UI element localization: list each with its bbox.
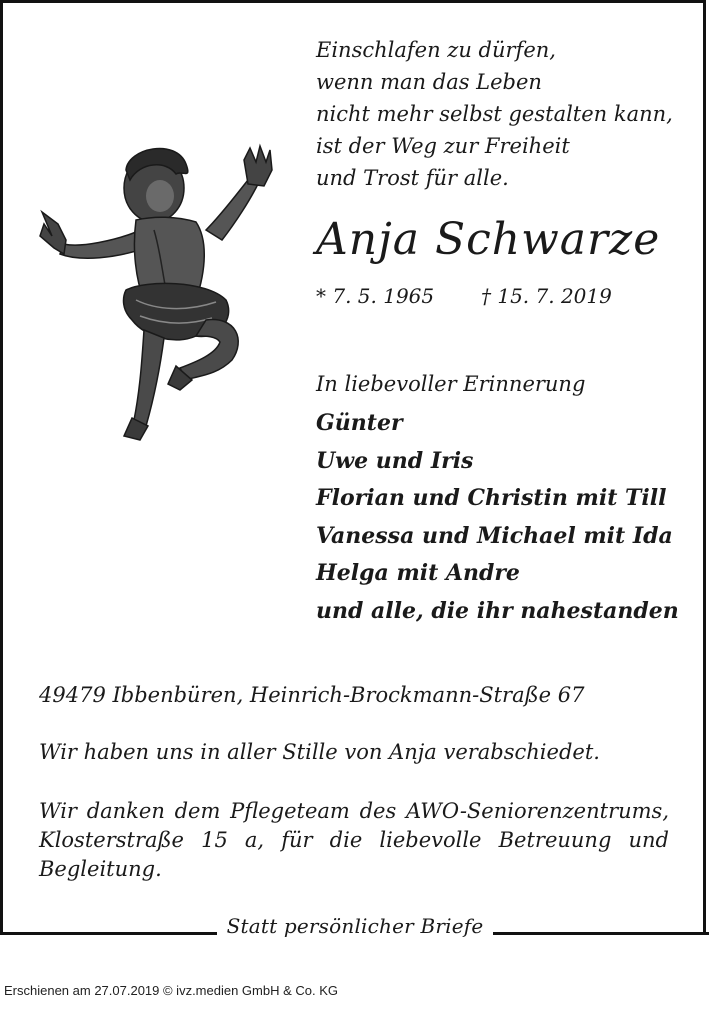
frame-bottom-right [493,932,709,935]
poem-line: Einschlafen zu dürfen, [316,38,556,62]
frame-bottom-left [0,932,217,935]
deceased-name: Anja Schwarze [316,214,661,265]
mourner: und alle, die ihr nahestanden [316,597,679,624]
mourner: Helga mit Andre [316,560,520,586]
footer-note: Statt persönlicher Briefe [226,914,484,938]
mourners-list [316,405,679,630]
mourner: Vanessa und Michael mit Ida [316,522,673,549]
memory-line: In liebevoller Erinnerung [316,372,586,396]
thanks-text: Wir danken dem Pflegeteam des AWO-Seniorenzentrums, Klosterstraße 15 a, für die liebevolle Betreuung und Begleitung. [39,799,669,881]
poem-line: und Trost für alle. [316,166,509,190]
poem-line: nicht mehr selbst gestalten kann, [316,102,673,126]
publication-credit: Erschienen am 27.07.2019 © ivz.medien GmbH & Co. KG [4,983,339,998]
mourner: Florian und Christin mit Till [316,485,667,511]
poem [316,34,673,194]
mourner: Günter [316,410,403,436]
farewell-text: Wir haben uns in aller Stille von Anja verabschiedet. [39,740,600,764]
death-date: † 15. 7. 2019 [481,284,612,308]
poem-line: ist der Weg zur Freiheit [316,134,570,158]
life-dates [316,284,612,308]
mourner: Uwe und Iris [316,447,474,474]
address: 49479 Ibbenbüren, Heinrich-Brockmann-Straße 67 [39,683,585,707]
poem-line: wenn man das Leben [316,70,542,94]
birth-date: * 7. 5. 1965 [316,284,435,308]
cherub-illustration-icon [36,140,276,450]
